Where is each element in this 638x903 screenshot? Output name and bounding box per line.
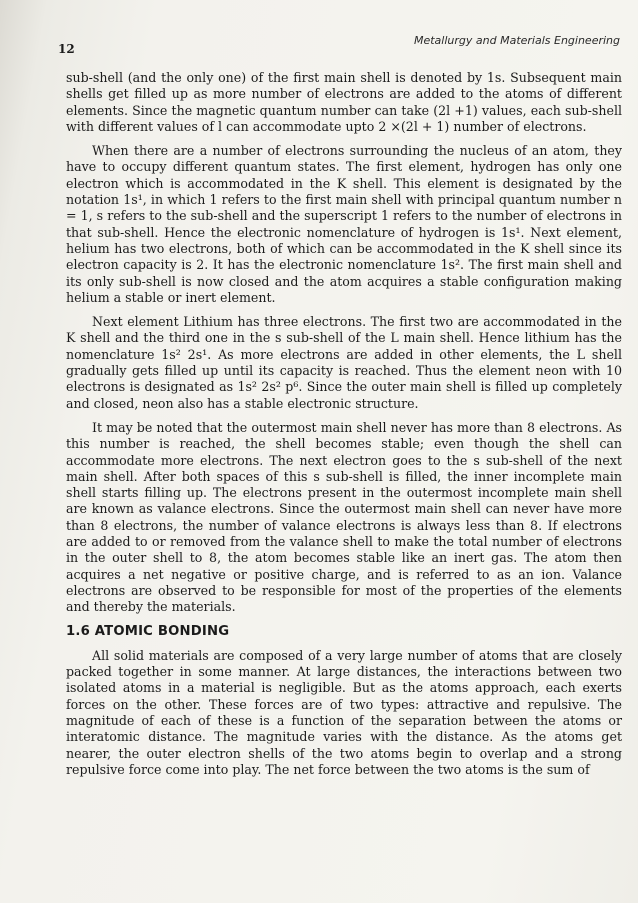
page-number: 12 (58, 42, 75, 56)
paragraph: Next element Lithium has three electrons. The first two are accommodated in the K shell and the third one in the s sub-shell of the L main shell. Hence lithium has the nomenclature 1s² 2s¹. As more electrons are added in other elements, the L shell gradually gets filled up until its capacity is reached. Thus the element neon with 10 electrons is designated as 1s² 2s² p⁶. Since the outer main shell is filled up completely and closed, neon also has a stable electronic structure. (66, 314, 622, 411)
paragraph: sub-shell (and the only one) of the first main shell is denoted by 1s. Subsequent main shells get filled up as more number of electrons are added to the atoms of different elements. Since the magnetic quantum number can take (2l +1) values, each sub-shell with different values of l can accommodate upto 2 ×(2l + 1) number of electrons. (66, 70, 622, 134)
section-heading: 1.6 ATOMIC BONDING (66, 623, 230, 639)
body-text (66, 70, 622, 786)
running-title: Metallurgy and Materials Engineering (413, 34, 620, 47)
page-header (58, 34, 620, 56)
paragraph: All solid materials are composed of a very large number of atoms that are closely packed together in some manner. At large distances, the interactions between two isolated atoms in a material is negligible. But as the atoms approach, each exerts forces on the other. These forces are of two types: attractive and repulsive. The magnitude of each of these is a function of the separation between the atoms or interatomic distance. The magnitude varies with the distance. As the atoms get nearer, the outer electron shells of the two atoms begin to overlap and a strong repulsive force come into play. The net force between the two atoms is the sum of (66, 647, 622, 777)
paragraph: It may be noted that the outermost main shell never has more than 8 electrons. As this number is reached, the shell becomes stable; even though the shell can accommodate more electrons. The next electron goes to the s sub-shell of the next main shell. After both spaces of this s sub-shell is filled, the inner incomplete main shell starts filling up. The electrons present in the outermost incomplete main shell are known as valance electrons. Since the outermost main shell can never have more than 8 electrons, the number of valance electrons is always less than 8. If electrons are added to or removed from the valance shell to make the total number of electrons in the outer shell to 8, the atom becomes stable like an inert gas. The atom then acquires a net negative or positive charge, and is referred to as an ion. Valance electrons are observed to be responsible for most of the properties of the elements and thereby the materials. (66, 419, 622, 615)
paragraph: When there are a number of electrons surrounding the nucleus of an atom, they have to occupy different quantum states. The first element, hydrogen has only one electron which is accommodated in the K shell. This element is designated by the notation 1s¹, in which 1 refers to the first main shell with principal quantum number n = 1, s refers to the sub-shell and the superscript 1 refers to the number of electrons in that sub-shell. Hence the electronic nomenclature of hydrogen is 1s¹. Next element, helium has two electrons, both of which can be accommodated in the K shell since its electron capacity is 2. It has the electronic nomenclature 1s². The first main shell and its only sub-shell is now closed and the atom acquires a stable configuration making helium a stable or inert element. (66, 143, 622, 305)
